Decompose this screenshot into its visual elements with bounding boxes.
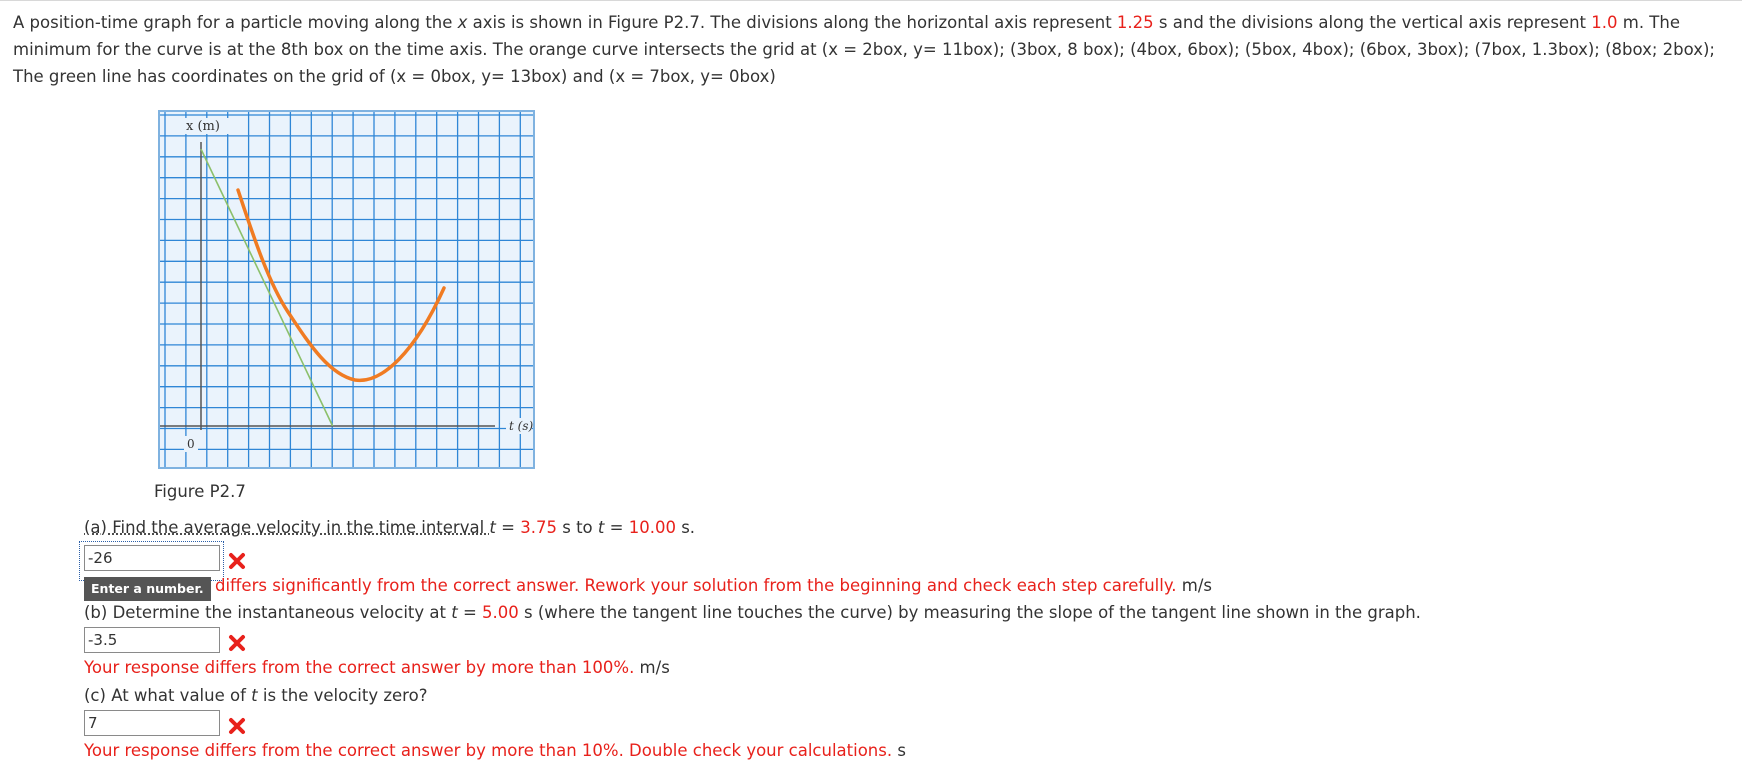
x-axis-label: t (s) xyxy=(509,419,533,433)
problem-statement: A position-time graph for a particle moving along the x axis is shown in Figure P2.7. The divisions along the horizontal axis represent 1.25 s and the divisions along the vertical axis represent 1.0 m. The minimum for the curve is at the 8th box on the time axis. The orange curve intersects the grid at (x = 2box, y= 11box); (3box, 8 box); (4box, 6box); (5box, 4box); (6box, 3box); (7box, 1.3box); (8box; 2box); The green line has coordinates on the grid of (x = 0box, y= 13box) and (x = 7box, y= 0box) xyxy=(13,13,1715,86)
vertical-division-value: 1.0 xyxy=(1591,13,1618,32)
feedback-b: Your response differs from the correct answer by more than 100%. m/s xyxy=(84,658,670,677)
answer-a-input[interactable] xyxy=(84,545,220,571)
tangent-line xyxy=(201,149,333,426)
question-b: (b) Determine the instantaneous velocity at t = 5.00 s (where the tangent line touches the curve) by measuring the slope of the tangent line shown in the graph. xyxy=(84,603,1421,622)
question-a: (a) Find the average velocity in the time interval t = 3.75 s to t = 10.00 s. xyxy=(84,518,696,537)
incorrect-x-icon xyxy=(227,551,247,571)
question-c: (c) At what value of t is the velocity zero? xyxy=(84,686,428,705)
origin-label: 0 xyxy=(187,437,195,451)
figure-caption: Figure P2.7 xyxy=(154,482,246,501)
enter-number-tooltip: Enter a number. xyxy=(84,577,211,601)
answer-b-input[interactable] xyxy=(84,627,220,653)
incorrect-x-icon xyxy=(227,633,247,653)
feedback-c: Your response differs from the correct answer by more than 10%. Double check your calculations. s xyxy=(84,741,906,760)
feedback-a: differs significantly from the correct answer. Rework your solution from the beginning and check each step carefully. m/s xyxy=(215,576,1212,595)
position-time-graph xyxy=(160,112,533,467)
y-axis-label: x (m) xyxy=(186,119,220,134)
figure-p2-7 xyxy=(158,110,535,469)
graph-grid xyxy=(160,112,533,467)
incorrect-x-icon xyxy=(227,716,247,736)
top-divider xyxy=(0,0,1742,1)
horizontal-division-value: 1.25 xyxy=(1116,13,1154,32)
answer-c-input[interactable] xyxy=(84,710,220,736)
